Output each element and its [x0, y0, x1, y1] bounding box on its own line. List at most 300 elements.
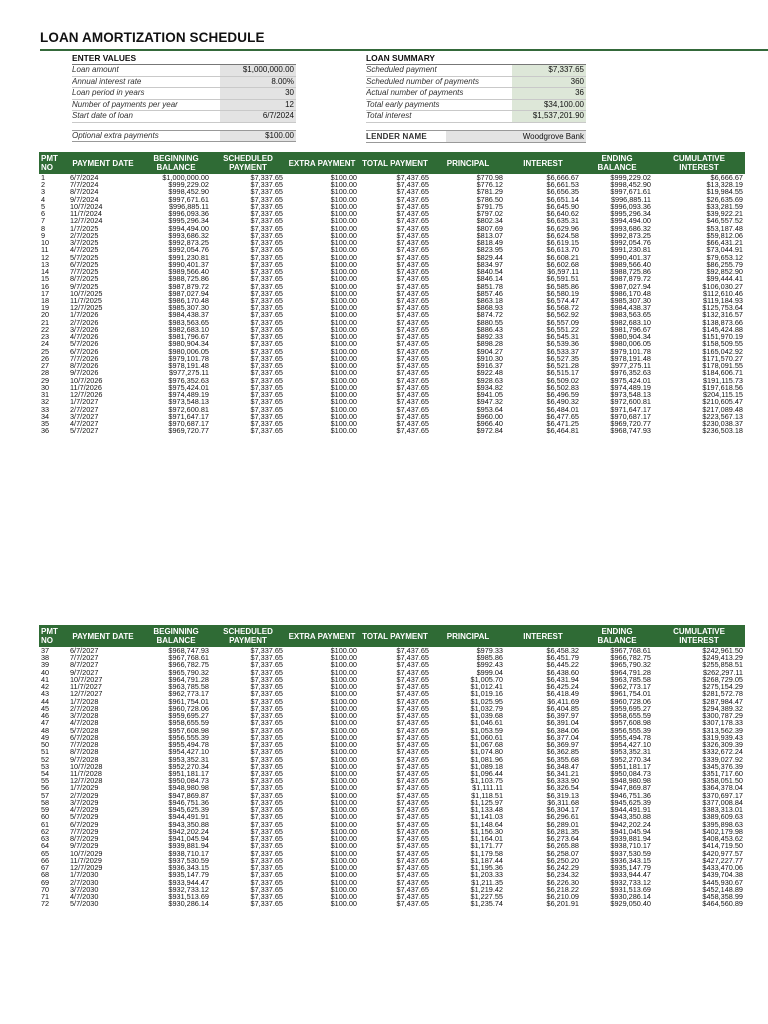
cell-ending-balance: $962,773.17 — [610, 683, 651, 691]
table-row — [39, 756, 745, 763]
cell-cumulative-interest: $59,812.06 — [706, 231, 743, 240]
cell-interest: $6,425.24 — [546, 683, 579, 691]
cell-extra-payment: $100.00 — [330, 856, 357, 865]
cell-total-payment: $7,437.65 — [396, 231, 429, 240]
cell-pmt-no: 17 — [41, 289, 50, 297]
cell-payment-date: 12/7/2026 — [70, 391, 103, 399]
cell-ending-balance: $935,147.79 — [610, 864, 651, 872]
table-row — [39, 210, 745, 217]
cell-total-payment: $7,437.65 — [396, 900, 429, 908]
cell-pmt-no: 37 — [41, 647, 50, 655]
cell-extra-payment: $100.00 — [330, 427, 357, 435]
cell-payment-date: 6/7/2026 — [70, 347, 99, 355]
table-row — [39, 369, 745, 376]
cell-total-payment: $7,437.65 — [396, 369, 429, 377]
cell-extra-payment: $100.00 — [330, 654, 357, 662]
cell-ending-balance: $951,181.17 — [610, 762, 651, 770]
cell-beginning-balance: $980,904.34 — [168, 340, 209, 348]
cell-ending-balance: $995,296.34 — [610, 210, 651, 218]
cell-total-payment: $7,437.65 — [396, 304, 429, 312]
cell-payment-date: 11/7/2025 — [70, 296, 102, 305]
cell-payment-date: 5/7/2029 — [70, 813, 99, 821]
cell-payment-date: 1/7/2025 — [70, 224, 99, 232]
cell-total-payment: $7,437.65 — [396, 412, 429, 420]
cell-total-payment: $7,437.65 — [396, 892, 429, 901]
cell-total-payment: $7,437.65 — [396, 885, 429, 893]
cell-principal: $1,005.70 — [470, 675, 503, 684]
cell-cumulative-interest: $427,227.77 — [702, 856, 743, 865]
cell-ending-balance: $991,230.81 — [610, 246, 651, 254]
actual-number-label: Actual number of payments — [366, 88, 464, 97]
cell-ending-balance: $983,563.65 — [610, 311, 651, 319]
cell-pmt-no: 43 — [41, 690, 50, 698]
cell-cumulative-interest: $230,038.37 — [702, 419, 743, 428]
table-row — [39, 174, 745, 181]
cell-interest: $6,326.54 — [546, 784, 579, 792]
cell-total-payment: $7,437.65 — [396, 842, 429, 850]
cell-principal: $1,032.79 — [470, 704, 503, 713]
cell-scheduled-payment: $7,337.65 — [250, 690, 283, 698]
cell-scheduled-payment: $7,337.65 — [250, 304, 283, 312]
cell-cumulative-interest: $364,378.04 — [702, 784, 743, 792]
header-principal: PRINCIPAL — [446, 158, 490, 168]
cell-pmt-no: 42 — [41, 683, 50, 691]
cell-payment-date: 9/7/2029 — [70, 842, 99, 850]
lender-name-label: LENDER NAME — [366, 131, 427, 141]
cell-beginning-balance: $972,600.81 — [168, 405, 209, 413]
cell-interest: $6,539.36 — [546, 340, 579, 348]
cell-cumulative-interest: $242,961.50 — [702, 647, 743, 655]
cell-total-payment: $7,437.65 — [396, 202, 429, 211]
start-date-value[interactable]: 6/7/2024 — [220, 111, 296, 122]
table-row — [39, 225, 745, 232]
cell-pmt-no: 54 — [41, 769, 50, 778]
cell-scheduled-payment: $7,337.65 — [250, 419, 283, 428]
cell-beginning-balance: $992,054.76 — [168, 246, 209, 254]
cell-payment-date: 4/7/2026 — [70, 333, 99, 341]
table-row — [39, 777, 745, 784]
cell-beginning-balance: $997,671.61 — [168, 195, 209, 203]
cell-beginning-balance: $951,181.17 — [168, 769, 209, 778]
table-row — [39, 413, 745, 420]
cell-cumulative-interest: $79,653.12 — [706, 253, 743, 261]
cell-beginning-balance: $959,695.27 — [168, 712, 209, 720]
cell-pmt-no: 12 — [41, 253, 50, 261]
cell-payment-date: 1/7/2028 — [70, 697, 99, 705]
cell-beginning-balance: $957,608.98 — [168, 726, 209, 734]
cell-cumulative-interest: $275,154.29 — [702, 683, 743, 691]
cell-beginning-balance: $935,147.79 — [168, 871, 209, 879]
cell-interest: $6,226.30 — [546, 878, 579, 886]
cell-payment-date: 2/7/2028 — [70, 704, 99, 713]
cell-total-payment: $7,437.65 — [396, 864, 429, 872]
cell-cumulative-interest: $171,570.27 — [702, 354, 743, 363]
table-row — [39, 763, 745, 770]
cell-pmt-no: 57 — [41, 791, 50, 799]
cell-pmt-no: 68 — [41, 871, 50, 879]
cell-scheduled-payment: $7,337.65 — [250, 174, 283, 182]
cell-extra-payment: $100.00 — [330, 419, 357, 428]
cell-total-payment: $7,437.65 — [396, 296, 429, 305]
cell-cumulative-interest: $39,922.21 — [706, 210, 743, 218]
cell-beginning-balance: $984,438.37 — [168, 311, 209, 319]
cell-extra-payment: $100.00 — [330, 871, 357, 879]
cell-scheduled-payment: $7,337.65 — [250, 354, 283, 363]
cell-payment-date: 9/7/2024 — [70, 195, 99, 203]
table-row — [39, 275, 745, 282]
cell-payment-date: 1/7/2026 — [70, 311, 99, 319]
cell-pmt-no: 66 — [41, 856, 50, 865]
cell-extra-payment: $100.00 — [330, 806, 357, 814]
cell-interest: $6,311.68 — [547, 798, 579, 807]
cell-principal: $1,019.16 — [470, 690, 503, 698]
cell-cumulative-interest: $73,044.91 — [706, 246, 743, 254]
table-row — [39, 420, 745, 427]
cell-pmt-no: 50 — [41, 741, 50, 749]
table-row — [39, 835, 745, 842]
enter-values-section — [72, 52, 296, 142]
cell-ending-balance: $984,438.37 — [610, 304, 651, 312]
cell-cumulative-interest: $66,431.21 — [706, 239, 743, 247]
cell-pmt-no: 71 — [41, 892, 50, 901]
cell-cumulative-interest: $377,008.84 — [702, 798, 743, 807]
cell-interest: $6,418.49 — [546, 690, 579, 698]
cell-interest: $6,391.04 — [546, 719, 579, 727]
cell-pmt-no: 5 — [41, 202, 46, 211]
cell-pmt-no: 9 — [41, 231, 46, 240]
cell-extra-payment: $100.00 — [330, 762, 357, 770]
cell-interest: $6,502.83 — [546, 383, 579, 392]
cell-ending-balance: $945,625.39 — [610, 798, 651, 807]
cell-pmt-no: 62 — [41, 827, 50, 836]
cell-interest: $6,496.59 — [546, 391, 579, 399]
cell-cumulative-interest: $53,187.48 — [706, 224, 743, 232]
cell-principal: $892.33 — [476, 333, 503, 341]
cell-scheduled-payment: $7,337.65 — [250, 885, 283, 893]
cell-pmt-no: 16 — [41, 282, 50, 290]
cell-beginning-balance: $978,191.48 — [168, 362, 209, 370]
cell-total-payment: $7,437.65 — [396, 856, 429, 865]
cell-beginning-balance: $958,655.59 — [168, 719, 209, 727]
cell-ending-balance: $988,725.86 — [610, 268, 651, 276]
cell-ending-balance: $999,229.02 — [610, 174, 651, 182]
cell-beginning-balance: $933,944.47 — [168, 878, 209, 886]
cell-payment-date: 4/7/2025 — [70, 246, 99, 254]
cell-cumulative-interest: $151,970.19 — [702, 333, 743, 341]
cell-ending-balance: $980,904.34 — [610, 333, 651, 341]
cell-scheduled-payment: $7,337.65 — [250, 712, 283, 720]
cell-payment-date: 12/7/2028 — [70, 777, 103, 785]
cell-extra-payment: $100.00 — [330, 668, 357, 676]
cell-payment-date: 3/7/2030 — [70, 885, 99, 893]
cell-extra-payment: $100.00 — [330, 900, 357, 908]
table-row — [39, 311, 745, 318]
cell-beginning-balance: $977,275.11 — [168, 369, 209, 377]
cell-scheduled-payment: $7,337.65 — [250, 820, 283, 828]
cell-pmt-no: 59 — [41, 806, 50, 814]
cell-pmt-no: 2 — [41, 181, 46, 189]
cell-ending-balance: $937,530.59 — [610, 849, 651, 857]
cell-principal: $1,195.36 — [470, 864, 503, 872]
table-row — [39, 283, 745, 290]
cell-beginning-balance: $938,710.17 — [168, 849, 209, 857]
schedule-table-2 — [39, 625, 745, 907]
cell-beginning-balance: $987,027.94 — [168, 289, 209, 297]
cell-cumulative-interest: $262,297.11 — [702, 668, 743, 676]
table-row — [39, 362, 745, 369]
cell-scheduled-payment: $7,337.65 — [250, 347, 283, 355]
cell-scheduled-payment: $7,337.65 — [250, 282, 283, 290]
cell-principal: $904.27 — [476, 347, 503, 355]
interest-rate-value[interactable]: 8.00% — [220, 77, 296, 88]
cell-payment-date: 4/7/2030 — [70, 892, 99, 901]
cell-interest: $6,273.64 — [546, 835, 579, 843]
cell-payment-date: 1/7/2030 — [70, 871, 99, 879]
cell-pmt-no: 10 — [41, 239, 50, 247]
cell-beginning-balance: $946,751.36 — [168, 798, 209, 807]
cell-beginning-balance: $961,754.01 — [168, 697, 209, 705]
cell-payment-date: 12/7/2027 — [70, 690, 103, 698]
cell-payment-date: 7/7/2029 — [70, 827, 99, 836]
cell-ending-balance: $985,307.30 — [610, 296, 651, 305]
cell-extra-payment: $100.00 — [330, 748, 357, 756]
cell-beginning-balance: $966,782.75 — [168, 661, 209, 669]
cell-scheduled-payment: $7,337.65 — [250, 412, 283, 420]
cell-extra-payment: $100.00 — [330, 755, 357, 763]
cell-cumulative-interest: $445,930.67 — [702, 878, 743, 886]
cell-total-payment: $7,437.65 — [396, 668, 429, 676]
cell-scheduled-payment: $7,337.65 — [250, 369, 283, 377]
cell-principal: $1,187.44 — [470, 856, 503, 865]
table-row — [39, 770, 745, 777]
cell-ending-balance: $936,343.15 — [610, 856, 651, 865]
cell-cumulative-interest: $106,030.27 — [702, 282, 743, 290]
loan-period-value[interactable]: 30 — [220, 88, 296, 99]
cell-payment-date: 6/7/2029 — [70, 820, 99, 828]
cell-pmt-no: 40 — [41, 668, 50, 676]
header-payment-date: PAYMENT DATE — [72, 631, 134, 641]
cell-payment-date: 10/7/2027 — [70, 675, 103, 684]
cell-total-payment: $7,437.65 — [396, 246, 429, 254]
lender-name-value[interactable]: Woodgrove Bank — [446, 131, 586, 142]
cell-extra-payment: $100.00 — [330, 784, 357, 792]
cell-beginning-balance: $981,796.67 — [168, 333, 209, 341]
cell-total-payment: $7,437.65 — [396, 383, 429, 392]
cell-ending-balance: $959,695.27 — [610, 704, 651, 713]
table-row — [39, 398, 745, 405]
cell-principal: $898.28 — [476, 340, 503, 348]
cell-payment-date: 7/7/2027 — [70, 654, 99, 662]
cell-pmt-no: 1 — [41, 174, 46, 182]
cell-principal: $1,133.48 — [470, 806, 503, 814]
cell-total-payment: $7,437.65 — [396, 719, 429, 727]
cell-beginning-balance: $980,006.05 — [168, 347, 209, 355]
cell-beginning-balance: $945,625.39 — [168, 806, 209, 814]
cell-total-payment: $7,437.65 — [396, 398, 429, 406]
scheduled-number-value: 360 — [512, 77, 586, 88]
cell-total-payment: $7,437.65 — [396, 654, 429, 662]
cell-total-payment: $7,437.65 — [396, 419, 429, 428]
cell-extra-payment: $100.00 — [330, 864, 357, 872]
cell-beginning-balance: $930,286.14 — [168, 900, 209, 908]
cell-scheduled-payment: $7,337.65 — [250, 806, 283, 814]
cell-scheduled-payment: $7,337.65 — [250, 762, 283, 770]
cell-interest: $6,551.22 — [546, 325, 579, 334]
cell-interest: $6,585.86 — [546, 282, 579, 290]
cell-extra-payment: $100.00 — [330, 311, 357, 319]
cell-principal: $1,111.11 — [472, 784, 503, 792]
cell-interest: $6,265.88 — [546, 842, 579, 850]
cell-pmt-no: 7 — [41, 217, 46, 225]
cell-interest: $6,521.28 — [546, 362, 579, 370]
cell-pmt-no: 8 — [41, 224, 46, 232]
cell-payment-date: 7/7/2026 — [70, 354, 99, 363]
cell-scheduled-payment: $7,337.65 — [250, 864, 283, 872]
cell-total-payment: $7,437.65 — [396, 376, 429, 384]
cell-beginning-balance: $943,350.88 — [168, 820, 209, 828]
cell-pmt-no: 6 — [41, 210, 46, 218]
cell-payment-date: 9/7/2028 — [70, 755, 99, 763]
cell-beginning-balance: $999,229.02 — [168, 181, 209, 189]
cell-interest: $6,289.01 — [546, 820, 579, 828]
cell-interest: $6,431.94 — [546, 675, 579, 684]
cell-payment-date: 12/7/2024 — [70, 217, 103, 225]
cell-total-payment: $7,437.65 — [396, 427, 429, 435]
cell-beginning-balance: $991,230.81 — [168, 253, 209, 261]
cell-scheduled-payment: $7,337.65 — [250, 340, 283, 348]
cell-total-payment: $7,437.65 — [396, 690, 429, 698]
cell-beginning-balance: $982,683.10 — [168, 325, 209, 334]
cell-scheduled-payment: $7,337.65 — [250, 376, 283, 384]
cell-extra-payment: $100.00 — [330, 412, 357, 420]
cell-pmt-no: 72 — [41, 900, 50, 908]
cell-scheduled-payment: $7,337.65 — [250, 871, 283, 879]
cell-total-payment: $7,437.65 — [396, 647, 429, 655]
cell-total-payment: $7,437.65 — [396, 260, 429, 269]
table-row — [39, 268, 745, 275]
cell-beginning-balance: $964,791.28 — [168, 675, 209, 684]
table-row — [39, 821, 745, 828]
cell-ending-balance: $987,879.72 — [610, 275, 651, 283]
cell-cumulative-interest: $313,562.39 — [702, 726, 743, 734]
cell-cumulative-interest: $197,618.56 — [702, 383, 743, 392]
cell-scheduled-payment: $7,337.65 — [250, 748, 283, 756]
loan-amount-value[interactable]: $1,000,000.00 — [220, 65, 296, 76]
table-row — [39, 319, 745, 326]
cell-ending-balance: $980,006.05 — [610, 340, 651, 348]
cell-principal: $1,125.97 — [470, 798, 503, 807]
cell-payment-date: 3/7/2028 — [70, 712, 99, 720]
cell-payment-date: 11/7/2024 — [70, 210, 102, 218]
cell-beginning-balance: $992,873.25 — [168, 239, 209, 247]
cell-principal: $829.44 — [476, 253, 503, 261]
cell-cumulative-interest: $223,567.13 — [702, 412, 743, 420]
cell-pmt-no: 4 — [41, 195, 46, 203]
extra-payments-value[interactable]: $100.00 — [220, 131, 296, 142]
cell-cumulative-interest: $383,313.01 — [702, 806, 743, 814]
cell-extra-payment: $100.00 — [330, 347, 357, 355]
cell-principal: $770.98 — [476, 174, 503, 182]
cell-scheduled-payment: $7,337.65 — [250, 398, 283, 406]
cell-scheduled-payment: $7,337.65 — [250, 195, 283, 203]
interest-rate-label: Annual interest rate — [72, 76, 142, 86]
cell-extra-payment: $100.00 — [330, 683, 357, 691]
cell-scheduled-payment: $7,337.65 — [250, 675, 283, 684]
cell-payment-date: 8/7/2027 — [70, 661, 99, 669]
cell-total-payment: $7,437.65 — [396, 253, 429, 261]
cell-extra-payment: $100.00 — [330, 878, 357, 886]
cell-payment-date: 6/7/2028 — [70, 733, 99, 742]
cell-scheduled-payment: $7,337.65 — [250, 842, 283, 850]
cell-beginning-balance: $932,733.12 — [168, 885, 209, 893]
header-pmt-no: PMT NO — [41, 627, 58, 645]
cell-interest: $6,319.13 — [546, 791, 579, 799]
cell-ending-balance: $932,733.12 — [610, 878, 651, 886]
cell-payment-date: 5/7/2026 — [70, 340, 99, 348]
cell-principal: $1,103.75 — [470, 777, 503, 785]
table-row — [39, 698, 745, 705]
cell-ending-balance: $993,686.32 — [610, 224, 651, 232]
cell-principal: $1,081.96 — [470, 755, 503, 763]
table-row — [39, 326, 745, 333]
cell-extra-payment: $100.00 — [330, 675, 357, 684]
header-scheduled-payment: SCHEDULED PAYMENT — [223, 154, 273, 172]
cell-scheduled-payment: $7,337.65 — [250, 726, 283, 734]
cell-pmt-no: 31 — [41, 391, 50, 399]
cell-extra-payment: $100.00 — [330, 253, 357, 261]
cell-interest: $6,533.37 — [546, 347, 579, 355]
cell-payment-date: 4/7/2029 — [70, 806, 99, 814]
cell-ending-balance: $943,350.88 — [610, 813, 651, 821]
cell-payment-date: 2/7/2026 — [70, 318, 99, 326]
cell-interest: $6,341.21 — [546, 769, 579, 778]
cell-total-payment: $7,437.65 — [396, 195, 429, 203]
cell-principal: $857.46 — [476, 289, 503, 297]
cell-total-payment: $7,437.65 — [396, 871, 429, 879]
cell-ending-balance: $954,427.10 — [610, 741, 651, 749]
cell-beginning-balance: $948,980.98 — [168, 784, 209, 792]
cell-interest: $6,666.67 — [546, 174, 579, 182]
scheduled-payment-value: $7,337.65 — [512, 65, 586, 76]
cell-extra-payment: $100.00 — [330, 340, 357, 348]
cell-ending-balance: $992,873.25 — [610, 231, 651, 240]
cell-interest: $6,490.32 — [546, 398, 579, 406]
cell-total-payment: $7,437.65 — [396, 405, 429, 413]
cell-pmt-no: 65 — [41, 849, 50, 857]
payments-per-year-value[interactable]: 12 — [220, 100, 296, 111]
cell-scheduled-payment: $7,337.65 — [250, 275, 283, 283]
cell-pmt-no: 38 — [41, 654, 50, 662]
cell-principal: $953.64 — [476, 405, 503, 413]
cell-principal: $863.18 — [476, 296, 503, 305]
cell-total-payment: $7,437.65 — [396, 849, 429, 857]
cell-extra-payment: $100.00 — [330, 210, 357, 218]
cell-principal: $1,148.64 — [470, 820, 503, 828]
cell-ending-balance: $965,790.32 — [610, 661, 651, 669]
cell-total-payment: $7,437.65 — [396, 325, 429, 334]
cell-beginning-balance: $931,513.69 — [168, 892, 209, 901]
cell-total-payment: $7,437.65 — [396, 217, 429, 225]
cell-scheduled-payment: $7,337.65 — [250, 900, 283, 908]
cell-principal: $1,067.68 — [470, 741, 503, 749]
cell-pmt-no: 21 — [41, 318, 50, 326]
cell-payment-date: 2/7/2027 — [70, 405, 99, 413]
cell-total-payment: $7,437.65 — [396, 835, 429, 843]
cell-beginning-balance: $989,566.40 — [168, 268, 209, 276]
cell-ending-balance: $986,170.48 — [610, 289, 651, 297]
cell-beginning-balance: $968,747.93 — [168, 647, 209, 655]
cell-interest: $6,355.68 — [546, 755, 579, 763]
